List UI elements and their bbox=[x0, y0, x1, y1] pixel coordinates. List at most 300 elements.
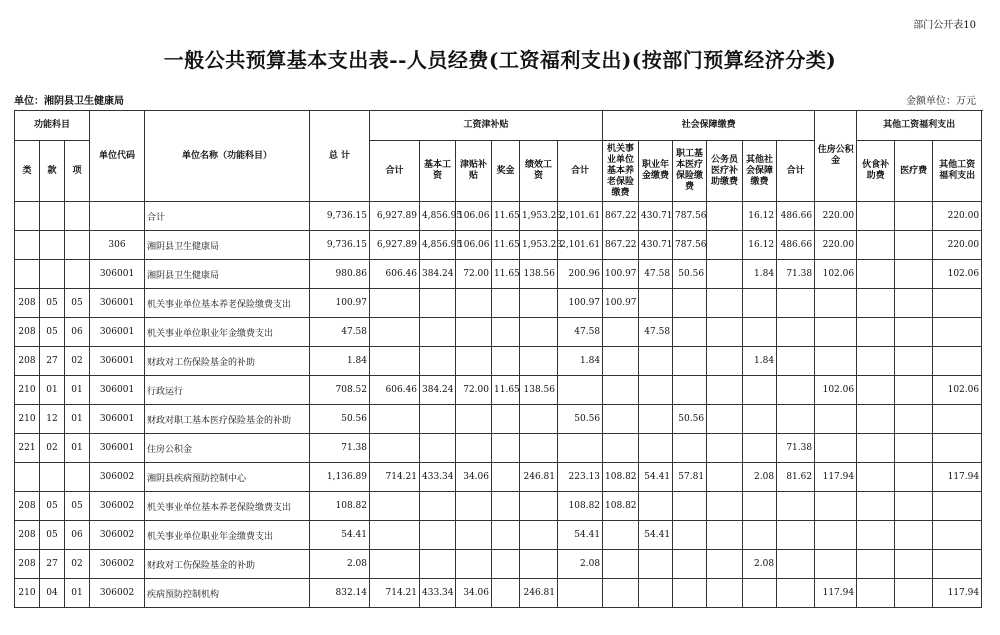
cell-lei bbox=[15, 231, 40, 260]
cell-soc-sum bbox=[558, 579, 603, 608]
cell-housing: 71.38 bbox=[777, 260, 815, 289]
cell-xiang bbox=[65, 260, 90, 289]
cell-allow bbox=[456, 405, 492, 434]
header-unit-name: 单位名称（功能科目） bbox=[145, 111, 310, 202]
cell-soc-sum: 2,101.61 bbox=[558, 202, 603, 231]
cell-annuity bbox=[639, 492, 673, 521]
cell-oth-welfare bbox=[933, 434, 982, 463]
cell-medfee bbox=[895, 434, 933, 463]
cell-total: 1.84 bbox=[310, 347, 370, 376]
header-total: 总 计 bbox=[310, 111, 370, 202]
cell-basic bbox=[420, 434, 456, 463]
cell-basic bbox=[420, 347, 456, 376]
cell-basic bbox=[420, 492, 456, 521]
cell-lei: 210 bbox=[15, 376, 40, 405]
cell-other-soc: 16.12 bbox=[743, 231, 777, 260]
cell-allow bbox=[456, 492, 492, 521]
cell-civil bbox=[707, 492, 743, 521]
cell-meal bbox=[857, 579, 895, 608]
cell-total: 47.58 bbox=[310, 318, 370, 347]
cell-xiang: 06 bbox=[65, 318, 90, 347]
cell-code: 306002 bbox=[90, 521, 145, 550]
cell-xiang: 01 bbox=[65, 405, 90, 434]
cell-name: 机关事业单位职业年金缴费支出 bbox=[145, 521, 310, 550]
cell-merit bbox=[520, 492, 558, 521]
cell-basic: 4,856.95 bbox=[420, 202, 456, 231]
cell-lei: 208 bbox=[15, 347, 40, 376]
cell-civil bbox=[707, 550, 743, 579]
cell-lei bbox=[15, 260, 40, 289]
table-row bbox=[15, 521, 982, 550]
cell-name: 财政对职工基本医疗保险基金的补助 bbox=[145, 405, 310, 434]
cell-pension: 100.97 bbox=[603, 289, 639, 318]
cell-annuity: 430.71 bbox=[639, 202, 673, 231]
cell-medical: 50.56 bbox=[673, 405, 707, 434]
cell-wage-sum bbox=[370, 405, 420, 434]
cell-oth-sum: 117.94 bbox=[815, 579, 857, 608]
cell-medfee bbox=[895, 231, 933, 260]
cell-merit bbox=[520, 521, 558, 550]
header-annuity: 职业年金缴费 bbox=[639, 141, 673, 202]
cell-name: 财政对工伤保险基金的补助 bbox=[145, 347, 310, 376]
cell-oth-welfare bbox=[933, 521, 982, 550]
cell-kuan: 04 bbox=[40, 579, 65, 608]
cell-annuity: 47.58 bbox=[639, 260, 673, 289]
cell-housing bbox=[777, 318, 815, 347]
header-unit-code: 单位代码 bbox=[90, 111, 145, 202]
cell-medfee bbox=[895, 463, 933, 492]
cell-wage-sum: 606.46 bbox=[370, 376, 420, 405]
cell-merit bbox=[520, 289, 558, 318]
cell-oth-sum bbox=[815, 434, 857, 463]
cell-name: 疾病预防控制机构 bbox=[145, 579, 310, 608]
cell-medical bbox=[673, 376, 707, 405]
cell-merit bbox=[520, 347, 558, 376]
page-title: 一般公共预算基本支出表--人员经费(工资福利支出)(按部门预算经济分类) bbox=[163, 48, 837, 72]
cell-xiang: 01 bbox=[65, 376, 90, 405]
cell-pension bbox=[603, 579, 639, 608]
cell-merit: 1,953.23 bbox=[520, 202, 558, 231]
cell-meal bbox=[857, 231, 895, 260]
cell-code: 306001 bbox=[90, 434, 145, 463]
cell-xiang: 05 bbox=[65, 492, 90, 521]
cell-civil bbox=[707, 318, 743, 347]
cell-oth-welfare bbox=[933, 550, 982, 579]
table-row bbox=[15, 376, 982, 405]
cell-basic: 384.24 bbox=[420, 260, 456, 289]
cell-code: 306001 bbox=[90, 405, 145, 434]
cell-annuity bbox=[639, 289, 673, 318]
cell-total: 708.52 bbox=[310, 376, 370, 405]
cell-civil bbox=[707, 405, 743, 434]
cell-xiang bbox=[65, 463, 90, 492]
cell-name: 财政对工伤保险基金的补助 bbox=[145, 550, 310, 579]
header-xiang: 项 bbox=[65, 141, 90, 202]
cell-soc-sum: 50.56 bbox=[558, 405, 603, 434]
cell-name: 机关事业单位基本养老保险缴费支出 bbox=[145, 492, 310, 521]
cell-other-soc bbox=[743, 434, 777, 463]
budget-table bbox=[14, 110, 982, 608]
header-lei: 类 bbox=[15, 141, 40, 202]
cell-meal bbox=[857, 260, 895, 289]
cell-bonus: 11.65 bbox=[492, 202, 520, 231]
header-medical: 职工基本医疗保险缴费 bbox=[673, 141, 707, 202]
cell-oth-sum: 220.00 bbox=[815, 202, 857, 231]
cell-meal bbox=[857, 550, 895, 579]
cell-allow bbox=[456, 289, 492, 318]
cell-other-soc: 1.84 bbox=[743, 260, 777, 289]
cell-basic: 433.34 bbox=[420, 463, 456, 492]
cell-allow bbox=[456, 347, 492, 376]
cell-wage-sum bbox=[370, 289, 420, 318]
cell-merit bbox=[520, 405, 558, 434]
cell-oth-sum: 102.06 bbox=[815, 376, 857, 405]
cell-housing bbox=[777, 550, 815, 579]
cell-code bbox=[90, 202, 145, 231]
cell-merit bbox=[520, 550, 558, 579]
cell-medfee bbox=[895, 405, 933, 434]
cell-name: 机关事业单位职业年金缴费支出 bbox=[145, 318, 310, 347]
header-other-welfare: 其他工资福利支出 bbox=[933, 141, 982, 202]
cell-basic: 4,856.95 bbox=[420, 231, 456, 260]
cell-civil bbox=[707, 289, 743, 318]
cell-medfee bbox=[895, 492, 933, 521]
cell-bonus bbox=[492, 347, 520, 376]
table-row bbox=[15, 550, 982, 579]
cell-kuan: 05 bbox=[40, 521, 65, 550]
cell-medical bbox=[673, 550, 707, 579]
cell-housing bbox=[777, 289, 815, 318]
cell-bonus: 11.65 bbox=[492, 260, 520, 289]
cell-other-soc: 1.84 bbox=[743, 347, 777, 376]
cell-pension: 108.82 bbox=[603, 463, 639, 492]
cell-pension bbox=[603, 405, 639, 434]
cell-medical bbox=[673, 434, 707, 463]
cell-merit: 246.81 bbox=[520, 579, 558, 608]
header-func-subject: 功能科目 bbox=[15, 111, 90, 141]
cell-total: 54.41 bbox=[310, 521, 370, 550]
cell-meal bbox=[857, 318, 895, 347]
cell-medfee bbox=[895, 260, 933, 289]
cell-xiang bbox=[65, 202, 90, 231]
cell-civil bbox=[707, 463, 743, 492]
cell-lei: 208 bbox=[15, 318, 40, 347]
cell-annuity bbox=[639, 405, 673, 434]
cell-soc-sum: 108.82 bbox=[558, 492, 603, 521]
cell-civil bbox=[707, 347, 743, 376]
cell-soc-sum bbox=[558, 434, 603, 463]
table-row bbox=[15, 260, 982, 289]
cell-housing bbox=[777, 405, 815, 434]
cell-oth-sum bbox=[815, 550, 857, 579]
cell-bonus bbox=[492, 521, 520, 550]
cell-name: 湘阴县疾病预防控制中心 bbox=[145, 463, 310, 492]
cell-soc-sum: 2.08 bbox=[558, 550, 603, 579]
cell-kuan: 02 bbox=[40, 434, 65, 463]
cell-code: 306001 bbox=[90, 347, 145, 376]
table-row bbox=[15, 434, 982, 463]
cell-xiang: 02 bbox=[65, 550, 90, 579]
cell-meal bbox=[857, 434, 895, 463]
cell-xiang: 02 bbox=[65, 347, 90, 376]
cell-housing bbox=[777, 492, 815, 521]
cell-civil bbox=[707, 260, 743, 289]
cell-lei: 210 bbox=[15, 579, 40, 608]
cell-kuan: 12 bbox=[40, 405, 65, 434]
cell-basic bbox=[420, 318, 456, 347]
header-wage-sum: 合计 bbox=[370, 141, 420, 202]
cell-code: 306001 bbox=[90, 260, 145, 289]
cell-pension: 867.22 bbox=[603, 231, 639, 260]
cell-oth-welfare bbox=[933, 492, 982, 521]
cell-basic bbox=[420, 405, 456, 434]
cell-bonus bbox=[492, 492, 520, 521]
cell-lei bbox=[15, 463, 40, 492]
cell-total: 2.08 bbox=[310, 550, 370, 579]
cell-medfee bbox=[895, 289, 933, 318]
cell-bonus: 11.65 bbox=[492, 231, 520, 260]
cell-pension bbox=[603, 347, 639, 376]
cell-annuity: 54.41 bbox=[639, 521, 673, 550]
cell-oth-welfare: 220.00 bbox=[933, 231, 982, 260]
cell-meal bbox=[857, 289, 895, 318]
cell-meal bbox=[857, 463, 895, 492]
cell-wage-sum: 6,927.89 bbox=[370, 231, 420, 260]
cell-total: 100.97 bbox=[310, 289, 370, 318]
cell-xiang: 01 bbox=[65, 579, 90, 608]
cell-other-soc bbox=[743, 579, 777, 608]
cell-housing: 71.38 bbox=[777, 434, 815, 463]
cell-medfee bbox=[895, 376, 933, 405]
cell-wage-sum bbox=[370, 550, 420, 579]
cell-lei: 208 bbox=[15, 492, 40, 521]
header-kuan: 款 bbox=[40, 141, 65, 202]
cell-oth-welfare: 117.94 bbox=[933, 463, 982, 492]
cell-medical bbox=[673, 347, 707, 376]
cell-other-soc: 2.08 bbox=[743, 463, 777, 492]
cell-total: 9,736.15 bbox=[310, 202, 370, 231]
cell-kuan: 27 bbox=[40, 550, 65, 579]
cell-pension bbox=[603, 376, 639, 405]
cell-kuan bbox=[40, 202, 65, 231]
table-row bbox=[15, 347, 982, 376]
cell-housing bbox=[777, 521, 815, 550]
cell-name: 住房公积金 bbox=[145, 434, 310, 463]
cell-kuan: 05 bbox=[40, 318, 65, 347]
cell-oth-welfare: 102.06 bbox=[933, 260, 982, 289]
cell-other-soc: 16.12 bbox=[743, 202, 777, 231]
header-other-group: 其他工资福利支出 bbox=[857, 111, 982, 141]
cell-code: 306002 bbox=[90, 579, 145, 608]
cell-civil bbox=[707, 202, 743, 231]
cell-code: 306001 bbox=[90, 376, 145, 405]
cell-bonus: 11.65 bbox=[492, 376, 520, 405]
header-medical-fee: 医疗费 bbox=[895, 141, 933, 202]
cell-lei: 208 bbox=[15, 550, 40, 579]
table-row bbox=[15, 405, 982, 434]
cell-allow: 34.06 bbox=[456, 463, 492, 492]
cell-lei bbox=[15, 202, 40, 231]
cell-medfee bbox=[895, 202, 933, 231]
cell-oth-welfare: 102.06 bbox=[933, 376, 982, 405]
cell-bonus bbox=[492, 434, 520, 463]
cell-bonus bbox=[492, 579, 520, 608]
cell-oth-sum: 117.94 bbox=[815, 463, 857, 492]
cell-oth-welfare bbox=[933, 347, 982, 376]
header-other-sum: 合计 bbox=[777, 141, 815, 202]
cell-allow: 106.06 bbox=[456, 231, 492, 260]
cell-pension bbox=[603, 318, 639, 347]
cell-allow: 106.06 bbox=[456, 202, 492, 231]
cell-annuity bbox=[639, 376, 673, 405]
cell-code: 306002 bbox=[90, 550, 145, 579]
cell-other-soc: 2.08 bbox=[743, 550, 777, 579]
cell-civil bbox=[707, 376, 743, 405]
cell-oth-welfare: 220.00 bbox=[933, 202, 982, 231]
cell-medical: 787.56 bbox=[673, 231, 707, 260]
cell-wage-sum: 714.21 bbox=[370, 463, 420, 492]
cell-oth-sum: 220.00 bbox=[815, 231, 857, 260]
cell-civil bbox=[707, 521, 743, 550]
cell-meal bbox=[857, 492, 895, 521]
cell-oth-sum bbox=[815, 347, 857, 376]
cell-basic bbox=[420, 289, 456, 318]
cell-oth-sum: 102.06 bbox=[815, 260, 857, 289]
cell-pension bbox=[603, 434, 639, 463]
cell-merit: 246.81 bbox=[520, 463, 558, 492]
cell-soc-sum: 223.13 bbox=[558, 463, 603, 492]
cell-oth-welfare bbox=[933, 289, 982, 318]
cell-xiang: 06 bbox=[65, 521, 90, 550]
cell-annuity: 430.71 bbox=[639, 231, 673, 260]
cell-lei: 208 bbox=[15, 289, 40, 318]
cell-kuan: 27 bbox=[40, 347, 65, 376]
cell-allow: 34.06 bbox=[456, 579, 492, 608]
cell-bonus bbox=[492, 289, 520, 318]
cell-allow bbox=[456, 434, 492, 463]
cell-pension: 867.22 bbox=[603, 202, 639, 231]
amount-unit-label: 金额单位：万元 bbox=[906, 96, 976, 107]
cell-merit: 1,953.23 bbox=[520, 231, 558, 260]
table-body bbox=[15, 202, 982, 608]
cell-housing: 486.66 bbox=[777, 231, 815, 260]
table-row bbox=[15, 463, 982, 492]
cell-basic: 384.24 bbox=[420, 376, 456, 405]
cell-lei: 221 bbox=[15, 434, 40, 463]
cell-bonus bbox=[492, 405, 520, 434]
cell-other-soc bbox=[743, 405, 777, 434]
cell-meal bbox=[857, 376, 895, 405]
cell-total: 1,136.89 bbox=[310, 463, 370, 492]
cell-allow bbox=[456, 318, 492, 347]
cell-medical bbox=[673, 289, 707, 318]
cell-soc-sum: 200.96 bbox=[558, 260, 603, 289]
cell-basic: 433.34 bbox=[420, 579, 456, 608]
cell-pension: 100.97 bbox=[603, 260, 639, 289]
cell-oth-sum bbox=[815, 318, 857, 347]
cell-annuity bbox=[639, 434, 673, 463]
cell-civil bbox=[707, 579, 743, 608]
header-bonus: 奖金 bbox=[492, 141, 520, 202]
cell-wage-sum bbox=[370, 347, 420, 376]
cell-soc-sum: 1.84 bbox=[558, 347, 603, 376]
cell-wage-sum: 606.46 bbox=[370, 260, 420, 289]
cell-bonus bbox=[492, 550, 520, 579]
cell-lei: 210 bbox=[15, 405, 40, 434]
header-housing: 住房公积金 bbox=[815, 111, 857, 202]
cell-medical: 57.81 bbox=[673, 463, 707, 492]
cell-kuan: 01 bbox=[40, 376, 65, 405]
cell-allow bbox=[456, 550, 492, 579]
header-meal: 伙食补助费 bbox=[857, 141, 895, 202]
cell-wage-sum bbox=[370, 318, 420, 347]
cell-oth-sum bbox=[815, 289, 857, 318]
cell-code: 306 bbox=[90, 231, 145, 260]
cell-total: 108.82 bbox=[310, 492, 370, 521]
cell-annuity bbox=[639, 579, 673, 608]
cell-code: 306001 bbox=[90, 289, 145, 318]
cell-oth-sum bbox=[815, 405, 857, 434]
cell-name: 合计 bbox=[145, 202, 310, 231]
cell-medfee bbox=[895, 521, 933, 550]
cell-other-soc bbox=[743, 376, 777, 405]
cell-annuity: 54.41 bbox=[639, 463, 673, 492]
table-row bbox=[15, 202, 982, 231]
cell-medfee bbox=[895, 347, 933, 376]
cell-oth-sum bbox=[815, 492, 857, 521]
cell-wage-sum bbox=[370, 492, 420, 521]
cell-code: 306002 bbox=[90, 463, 145, 492]
cell-soc-sum: 2,101.61 bbox=[558, 231, 603, 260]
cell-medfee bbox=[895, 579, 933, 608]
cell-medical bbox=[673, 579, 707, 608]
cell-housing: 81.62 bbox=[777, 463, 815, 492]
cell-wage-sum bbox=[370, 521, 420, 550]
cell-meal bbox=[857, 405, 895, 434]
cell-other-soc bbox=[743, 289, 777, 318]
header-social-group: 社会保障缴费 bbox=[603, 111, 815, 141]
cell-total: 71.38 bbox=[310, 434, 370, 463]
cell-oth-welfare bbox=[933, 405, 982, 434]
cell-name: 机关事业单位基本养老保险缴费支出 bbox=[145, 289, 310, 318]
cell-civil bbox=[707, 231, 743, 260]
table-row bbox=[15, 289, 982, 318]
cell-lei: 208 bbox=[15, 521, 40, 550]
cell-merit: 138.56 bbox=[520, 376, 558, 405]
header-pension: 机关事业单位基本养老保险缴费 bbox=[603, 141, 639, 202]
cell-merit bbox=[520, 434, 558, 463]
cell-meal bbox=[857, 202, 895, 231]
cell-allow: 72.00 bbox=[456, 260, 492, 289]
cell-medical bbox=[673, 318, 707, 347]
cell-code: 306002 bbox=[90, 492, 145, 521]
cell-xiang: 01 bbox=[65, 434, 90, 463]
cell-basic bbox=[420, 521, 456, 550]
cell-housing bbox=[777, 579, 815, 608]
header-merit-pay: 绩效工资 bbox=[520, 141, 558, 202]
cell-xiang bbox=[65, 231, 90, 260]
header-other-social: 其他社会保障缴费 bbox=[743, 141, 777, 202]
cell-name: 行政运行 bbox=[145, 376, 310, 405]
header-allowance: 津贴补贴 bbox=[456, 141, 492, 202]
header-civil-medical: 公务员医疗补助缴费 bbox=[707, 141, 743, 202]
header-wage-group: 工资津补贴 bbox=[370, 111, 603, 141]
cell-annuity bbox=[639, 347, 673, 376]
cell-total: 9,736.15 bbox=[310, 231, 370, 260]
cell-basic bbox=[420, 550, 456, 579]
cell-allow bbox=[456, 521, 492, 550]
form-number: 部门公开表10 bbox=[913, 20, 976, 31]
